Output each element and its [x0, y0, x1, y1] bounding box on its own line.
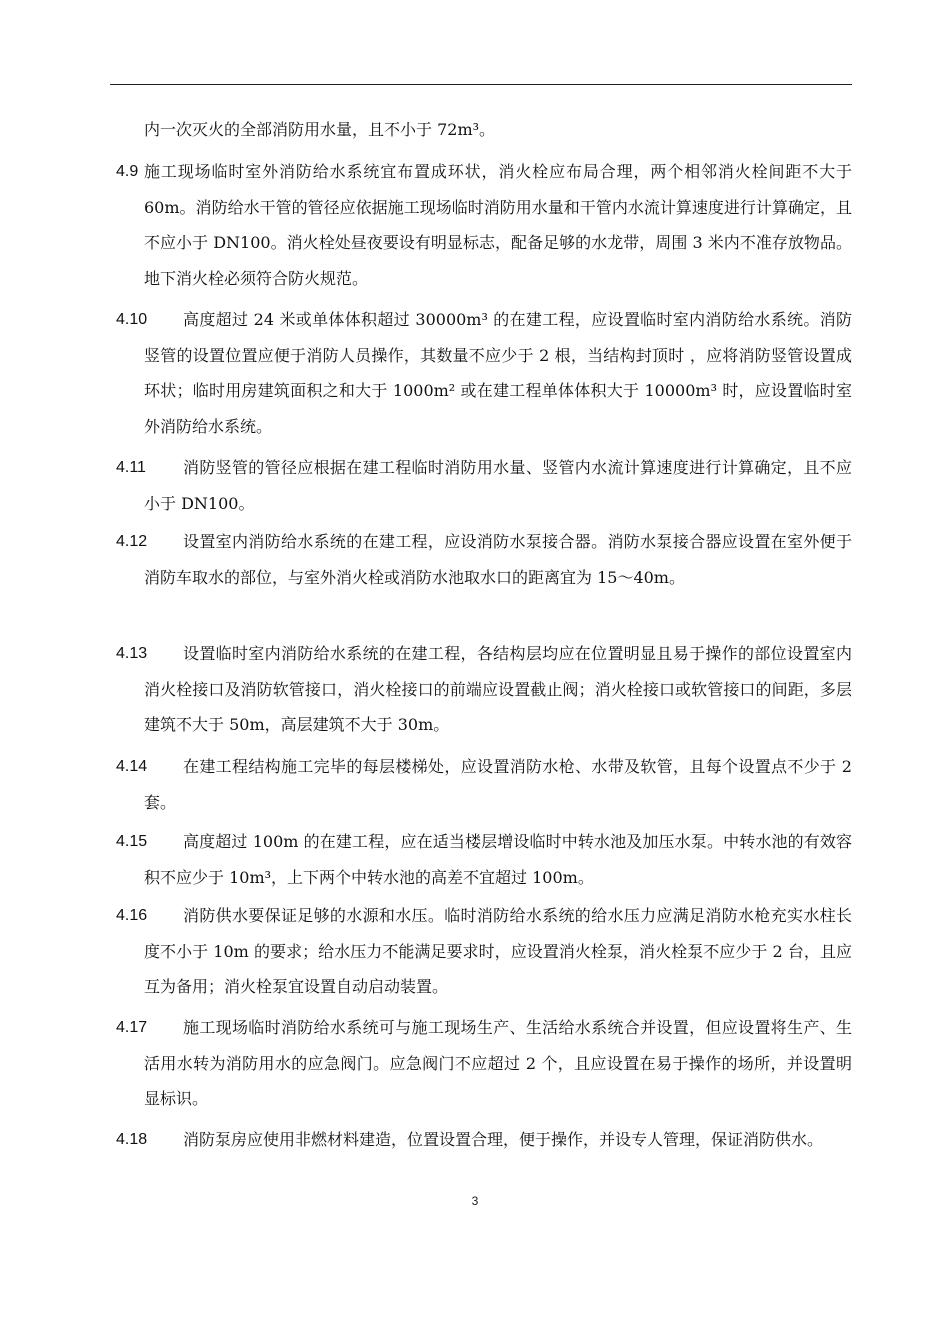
paragraph-number: 4.16 — [116, 907, 148, 924]
paragraph-text: 内一次灭火的全部消防用水量，且不小于 72m³。 — [144, 120, 496, 139]
paragraph-number: 4.18 — [116, 1131, 148, 1148]
paragraph-text: 在建工程结构施工完毕的每层楼梯处，应设置消防水枪、水带及软管，且每个设置点不少于 2 套。 — [144, 757, 852, 812]
paragraph-text: 施工现场临时消防给水系统可与施工现场生产、生活给水系统合并设置，但应设置将生产、生活用水转为消防用水的应急阀门。应急阀门不应超过 2 个，且应设置在易于操作的场所，并设置明显标识。 — [144, 1018, 852, 1109]
paragraph-text: 消防泵房应使用非燃材料建造，位置设置合理，便于操作，并设专人管理，保证消防供水。 — [183, 1130, 824, 1149]
paragraph-number: 4.17 — [116, 1019, 148, 1036]
paragraph-text: 高度超过 100m 的在建工程，应在适当楼层增设临时中转水池及加压水泵。中转水池的有效容积不应少于 10m³，上下两个中转水池的高差不宜超过 100m。 — [144, 832, 852, 887]
paragraph-text: 设置室内消防给水系统的在建工程，应设消防水泵接合器。消防水泵接合器应设置在室外便于消防车取水的部位，与室外消火栓或消防水池取水口的距离宜为 15～40m。 — [144, 532, 852, 587]
paragraph-number: 4.10 — [116, 311, 148, 328]
paragraph-text: 施工现场临时室外消防给水系统宜布置成环状，消火栓应布局合理，两个相邻消火栓间距不大于 60m。消防给水干管的管径应依据施工现场临时消防用水量和干管内水流计算速度进行计算确定，且不应小于 DN100。消火栓处昼夜要设有明显标志，配备足够的水龙带，周围 3 米内不准存放物品。地下消火栓必须符合防火规范。 — [144, 162, 852, 288]
paragraph-number: 4.11 — [116, 459, 146, 476]
paragraph-number: 4.15 — [116, 833, 148, 850]
paragraph-number: 4.13 — [116, 645, 148, 662]
paragraph-text: 设置临时室内消防给水系统的在建工程，各结构层均应在位置明显且易于操作的部位设置室内消火栓接口及消防软管接口，消火栓接口的前端应设置截止阀；消火栓接口或软管接口的间距，多层建筑不大于 50m，高层建筑不大于 30m。 — [144, 644, 852, 735]
paragraph-number: 4.9 — [116, 163, 139, 180]
page-number: 3 — [471, 1194, 479, 1208]
paragraph-text: 消防供水要保证足够的水源和水压。临时消防给水系统的给水压力应满足消防水枪充实水柱长度不小于 10m 的要求；给水压力不能满足要求时，应设置消火栓泵，消火栓泵不应少于 2 台，且应互为备用；消火栓泵宜设置自动启动装置。 — [144, 906, 852, 997]
paragraph-number: 4.12 — [116, 533, 148, 550]
header-rule — [110, 84, 852, 85]
paragraph-text: 消防竖管的管径应根据在建工程临时消防用水量、竖管内水流计算速度进行计算确定，且不应小于 DN100。 — [144, 458, 852, 513]
paragraph-text: 高度超过 24 米或单体体积超过 30000m³ 的在建工程，应设置临时室内消防给水系统。消防竖管的设置位置应便于消防人员操作，其数量不应少于 2 根，当结构封顶时 ，应将消防竖管设置成环状；临时用房建筑面积之和大于 1000m² 或在建工程单体体积大于 10000m³ 时，应设置临时室外消防给水系统。 — [144, 310, 852, 436]
paragraph-number: 4.14 — [116, 758, 148, 775]
